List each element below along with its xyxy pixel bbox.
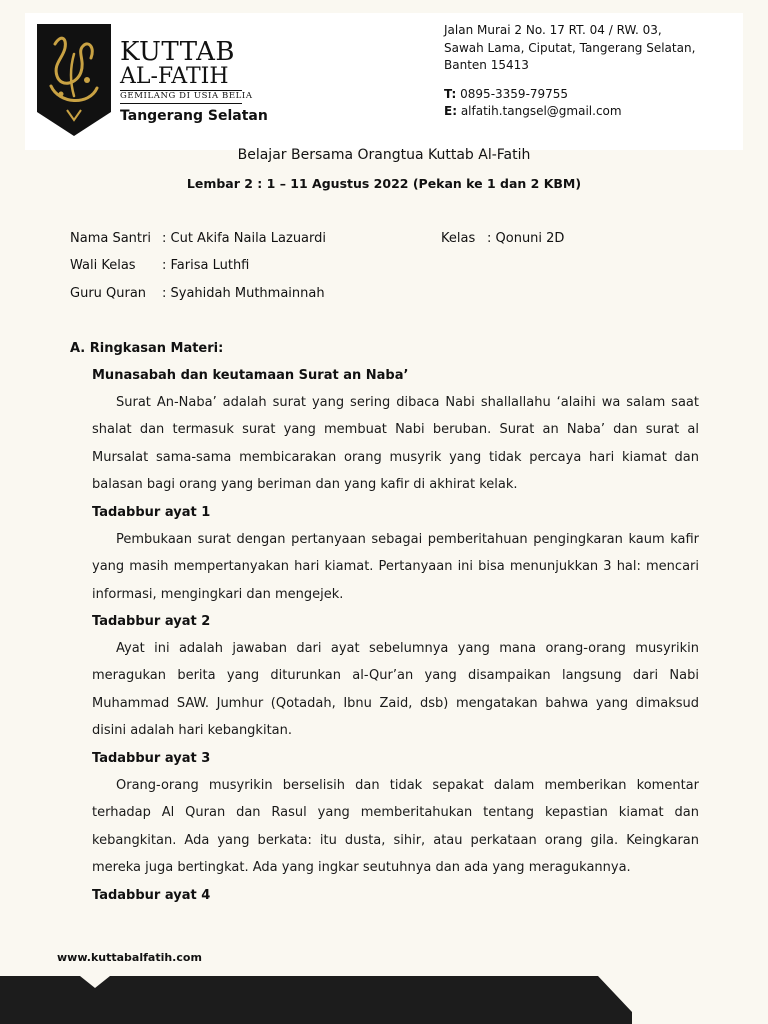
email-address[interactable]: alfatih.tangsel@gmail.com [460, 104, 622, 118]
class-label: Kelas [441, 231, 476, 246]
ayat4-heading: Tadabbur ayat 4 [92, 888, 211, 903]
ayat1-paragraph: Pembukaan surat dengan pertanyaan sebagai pemberitahuan pengingkaran kaum kafir yang masih mempertanyakan hari kiamat. Pertanyaan ini bisa menunjukkan 3 hal: mencari informasi, mengingkari dan mengejek. [92, 532, 699, 602]
phone-line [444, 86, 734, 104]
brand-tagline: GEMILANG DI USIA BELIA [120, 91, 253, 101]
kuttab-logo-icon [37, 24, 111, 136]
address-line-2: Sawah Lama, Ciputat, Tangerang Selatan, [444, 40, 696, 55]
ayat1-heading: Tadabbur ayat 1 [92, 505, 211, 520]
class-value: : Qonuni 2D [487, 231, 565, 246]
wali-value: : Farisa Luthfi [162, 258, 250, 273]
brand-subname: AL-FATIH [120, 64, 229, 89]
ayat3-paragraph: Orang-orang musyrikin berselisih dan tidak sepakat dalam memberikan komentar terhadap Al Quran dan Rasul yang memberitahukan tentang kepastian kiamat dan kebangkitan. Ada yang berkata: itu dusta, sihir, atau perkataan orang gila. Keingkaran mereka juga bertingkat. Ada yang ingkar seutuhnya dan ada yang meragukannya. [92, 778, 699, 875]
wali-label: Wali Kelas [70, 258, 136, 273]
phone-label: T: [444, 86, 457, 101]
ayat3-heading: Tadabbur ayat 3 [92, 751, 211, 766]
footer-website-link[interactable]: www.kuttabalfatih.com [57, 951, 202, 964]
contact-block [444, 22, 734, 121]
footer-bar [0, 976, 768, 1024]
student-name-value: : Cut Akifa Naila Lazuardi [162, 231, 326, 246]
ayat2-paragraph: Ayat ini adalah jawaban dari ayat sebelumnya yang mana orang-orang musyrikin meragukan berita yang diturunkan al-Qur’an yang disampaikan langsung dari Nabi Muhammad SAW. Jumhur (Qotadah, Ibnu Zaid, dsb) mengatakan bahwa yang dimaksud disini adalah hari kebangkitan. [92, 641, 699, 738]
email-line [444, 103, 734, 121]
student-name-label: Nama Santri [70, 231, 151, 246]
topic-heading: Munasabah dan keutamaan Surat an Naba’ [92, 368, 409, 383]
brand-city: Tangerang Selatan [120, 108, 268, 124]
ayat2-heading: Tadabbur ayat 2 [92, 614, 211, 629]
document-subtitle: Lembar 2 : 1 – 11 Agustus 2022 (Pekan ke 1 dan 2 KBM) [186, 176, 582, 191]
address-line-1: Jalan Murai 2 No. 17 RT. 04 / RW. 03, [444, 23, 662, 37]
brand-name: KUTTAB [120, 37, 236, 67]
brand-rule-bottom [120, 103, 242, 104]
guru-label: Guru Quran [70, 286, 147, 301]
phone-number: 0895-3359-79755 [460, 86, 569, 101]
address-line-3: Banten 15413 [444, 58, 529, 72]
document-title: Belajar Bersama Orangtua Kuttab Al-Fatih [237, 147, 531, 163]
email-label: E: [444, 104, 457, 118]
letterhead [25, 13, 743, 150]
intro-paragraph: Surat An-Naba’ adalah surat yang sering dibaca Nabi shallallahu ‘alaihi wa salam saat shalat dan termasuk surat yang membuat Nabi beruban. Surat an Naba’ dan surat al Mursalat sama-sama membicarakan orang musyrik yang tidak percaya hari kiamat dan balasan bagi orang yang beriman dan yang kafir di akhirat kelak. [92, 395, 699, 492]
section-a-heading: A. Ringkasan Materi: [70, 341, 224, 356]
guru-value: : Syahidah Muthmainnah [162, 286, 325, 301]
